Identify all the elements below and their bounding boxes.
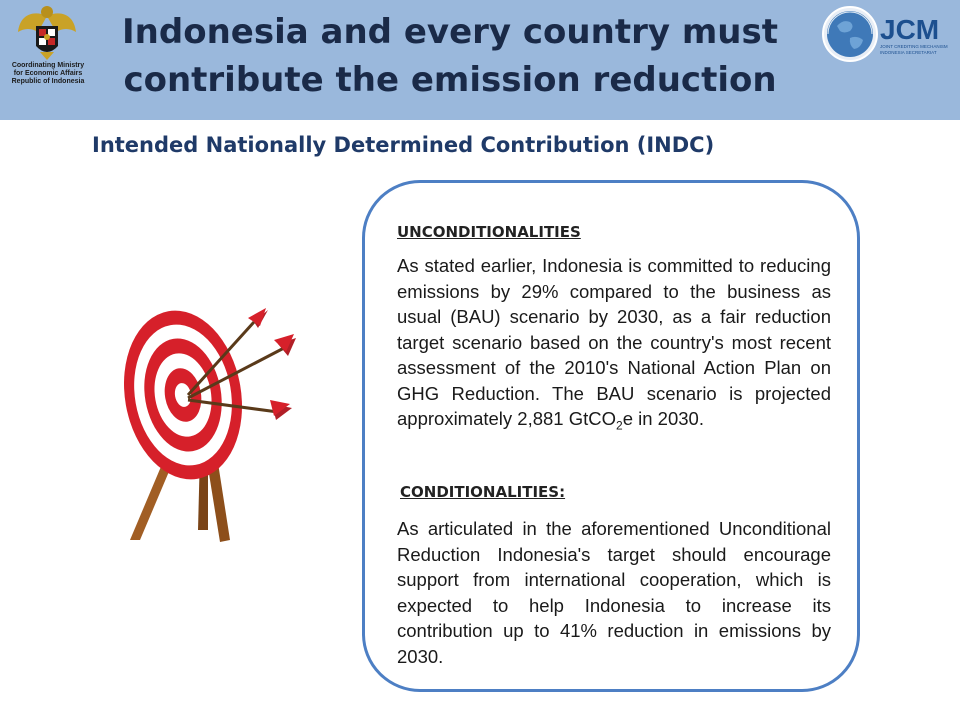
- unconditionalities-heading: UNCONDITIONALITIES: [397, 223, 581, 241]
- conditionalities-text: As articulated in the aforementioned Unconditional Reduction Indonesia's target should encourage support from international cooperation, which is expected to help Indonesia to increase its contribution up to 41% reduction in emissions by 2030.: [397, 518, 831, 667]
- svg-text:INDONESIA SECRETARIAT: INDONESIA SECRETARIAT: [880, 50, 937, 55]
- conditionalities-heading: CONDITIONALITIES:: [400, 483, 566, 501]
- jcm-logo-text: JCM: [880, 14, 940, 45]
- svg-text:JOINT CREDITING MECHANISM: JOINT CREDITING MECHANISM: [880, 44, 948, 49]
- header-banner: [0, 0, 960, 120]
- section-subtitle: Intended Nationally Determined Contribution (INDC): [92, 133, 715, 157]
- unconditionalities-text: As stated earlier, Indonesia is committed to reducing emissions by 29% compared to the business as usual (BAU) scenario by 2030, as a fair reduction target scenario based on the country's most recent assessment of the 2010's National Action Plan on GHG Reduction. The BAU scenario is projected approximately 2,881 GtCO$_2$e in 2030.: [397, 255, 831, 433]
- indc-panel: [362, 180, 860, 692]
- jcm-globe-icon: [820, 4, 956, 64]
- ministry-caption: Coordinating Ministry for Economic Affairs Republic of Indonesia: [11, 62, 85, 85]
- target-arrows-icon: [108, 300, 308, 550]
- page-title: Indonesia and every country must contribute the emission reduction: [122, 12, 778, 100]
